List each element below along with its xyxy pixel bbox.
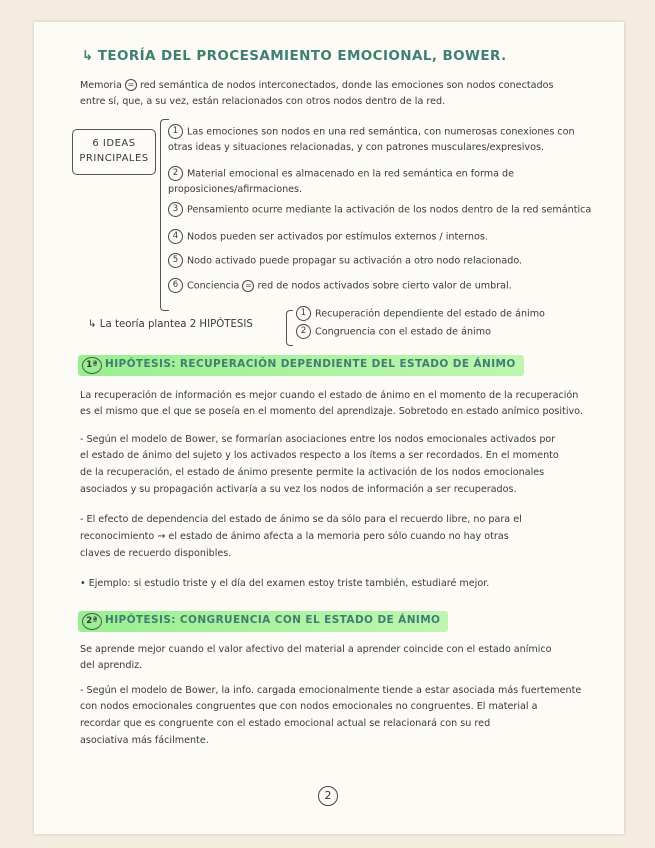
idea-item-2-cont: proposiciones/afirmaciones. [168,184,303,195]
title-arrow-icon: ↳ [82,48,94,64]
hypothesis-number: 1 [296,306,311,321]
idea-number: 1 [168,124,183,139]
idea-text: Las emociones son nodos en una red semántica, con numerosas conexiones con [187,126,575,138]
hypothesis-2-title: HIPÓTESIS: CONGRUENCIA CON EL ESTADO DE ÁNIMO [105,614,441,626]
hyp1-line: de la recuperación, el estado de ánimo presente permite la activación de los nodos emocionales [80,467,545,478]
ideas-box-line-1: 6 IDEAS [92,138,136,149]
idea-number: 4 [168,229,183,244]
hyp1-line: es el mismo que el que se poseía en el momento del aprendizaje. Sobretodo en estado anímico positivo. [80,406,583,417]
idea-number: 6 [168,278,183,293]
hyp1-example: • Ejemplo: si estudio triste y el día del examen estoy triste también, estudiaré mejor. [80,578,490,589]
idea-number: 3 [168,202,183,217]
hypothesis-2-number: 2ª [82,613,102,630]
hyp1-line: - Según el modelo de Bower, se formarían asociaciones entre los nodos emocionales activados por [80,434,556,445]
idea-item-4 [168,229,488,245]
hyp2-line: con nodos emocionales congruentes que con nodos emocionales no congruentes. El material a [80,701,538,712]
idea-text: Material emocional es almacenado en la red semántica en forma de [187,168,515,180]
page-title [82,48,507,64]
ideas-box-line-2: PRINCIPALES [79,153,149,164]
idea-item-1 [168,124,575,140]
idea-item-2 [168,166,514,182]
hypotheses-intro [88,317,253,332]
hypothesis-1-number: 1ª [82,357,102,374]
idea-text: Conciencia [187,280,240,292]
idea-number: 5 [168,253,183,268]
equivalence-icon: = [125,79,137,91]
hyp1-line: reconocimiento → el estado de ánimo afecta a la memoria pero sólo cuando no hay otras [80,531,509,542]
hyp2-line: del aprendiz. [80,660,143,671]
hyp2-line: recordar que es congruente con el estado emocional actual se relacionará con su red [80,718,491,729]
idea-item-1-cont: otras ideas y situaciones relacionadas, y con patrones musculares/expresivos. [168,142,545,153]
intro-definition: red semántica de nodos interconectados, donde las emociones son nodos conectados [140,80,554,91]
hypothesis-1-heading [78,355,524,376]
hyp1-line: asociados y su propagación activaría a su vez los nodos de información a ser recuperados. [80,484,517,495]
hypothesis-1-title: HIPÓTESIS: RECUPERACIÓN DEPENDIENTE DEL ESTADO DE ÁNIMO [105,358,516,370]
intro-line-2: entre sí, que, a su vez, están relacionados con otros nodos dentro de la red. [80,96,446,107]
idea-item-6 [168,278,512,294]
hyp1-line: el estado de ánimo del sujeto y los activados respecto a los ítems a ser recordados. En el momento [80,450,559,461]
hypotheses-intro-text: La teoría plantea 2 HIPÓTESIS [99,319,253,330]
intro-line-1 [80,78,553,93]
page-title-text: TEORÍA DEL PROCESAMIENTO EMOCIONAL, BOWER. [97,48,507,64]
hypotheses-brace [286,310,293,346]
intro-term: Memoria [80,80,122,91]
hyp1-line: La recuperación de información es mejor cuando el estado de ánimo en el momento de la recuperación [80,390,579,401]
equivalence-icon: = [242,280,254,292]
idea-text: Nodos pueden ser activados por estímulos externos / internos. [187,231,488,243]
hyp1-line: - El efecto de dependencia del estado de ánimo se da sólo para el recuerdo libre, no para el [80,514,522,525]
idea-text: Nodo activado puede propagar su activación a otro nodo relacionado. [187,255,523,267]
idea-item-3 [168,202,591,218]
hypothesis-ref-text: Congruencia con el estado de ánimo [315,326,491,338]
hyp2-line: asociativa más fácilmente. [80,735,209,746]
hyp2-line: - Según el modelo de Bower, la info. cargada emocionalmente tiende a estar asociada más fuertemente [80,685,582,696]
notebook-page [34,22,624,834]
hypothesis-2-heading [78,611,448,632]
page-number: 2 [318,786,338,806]
arrow-icon: ↳ [88,319,97,330]
hypothesis-number: 2 [296,324,311,339]
hyp2-line: Se aprende mejor cuando el valor afectivo del material a aprender coincide con el estado anímico [80,644,552,655]
idea-item-5 [168,253,522,269]
ideas-box [72,129,156,175]
hypothesis-ref-1 [296,306,545,322]
hypothesis-ref-text: Recuperación dependiente del estado de ánimo [315,308,545,320]
idea-text: Pensamiento ocurre mediante la activación de los nodos dentro de la red semántica [187,204,592,216]
hyp1-line: claves de recuerdo disponibles. [80,548,232,559]
hypothesis-ref-2 [296,324,491,340]
idea-text-cont: red de nodos activados sobre cierto valor de umbral. [257,280,512,292]
idea-number: 2 [168,166,183,181]
